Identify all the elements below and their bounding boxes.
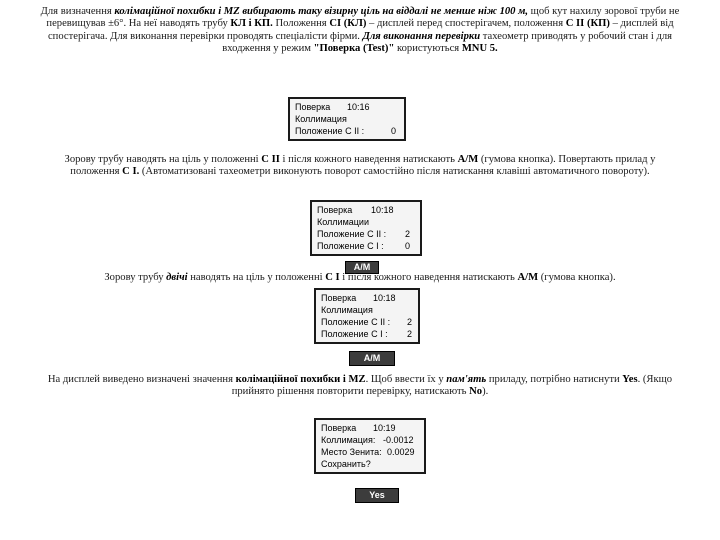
zenith-value: 0.0029 (387, 447, 415, 457)
am-button-1[interactable]: A/M (345, 261, 379, 274)
screen-title: Поверка (321, 423, 357, 433)
screen-title: Поверка (321, 293, 357, 303)
screen-line: Коллимации (317, 217, 369, 227)
intro-paragraph: Для визначення колімаційної похибки і MZ вибирають таку візирну ціль на віддалі не менше ніж 100 м, щоб кут нахилу зорової труби не перевищував ±6°. На неї наводять трубу КЛ і КП. Положення CI (КЛ) – дисплей перед спостерігачем, положення C II (КП) – дисплей від спостерігача. Для виконання перевірки проводять спеціалісти фірми. Для виконання перевірки тахеометр приводять у робочий стан і для входження у режим "Поверка (Test)" користуються MNU 5. (40, 6, 680, 55)
screen-time: 10:16 (347, 102, 370, 112)
screen-line: Положение C II : (295, 126, 365, 136)
display-screen-4 (314, 418, 426, 474)
screen-time: 10:18 (373, 293, 396, 303)
screen-line: Положение C II : (317, 229, 387, 239)
step-one-paragraph: Зорову трубу наводять на ціль у положенні C II і після кожного наведення натискають A/M (гумова кнопка). Повертають прилад у положення C I. (Автоматизовані тахеометри виконують поворот самостійно після натискання клавіші автоматичного повороту). (64, 154, 656, 178)
screen-value: 2 (405, 229, 411, 239)
screen-line: Коллимация (295, 114, 347, 124)
screen-title: Поверка (295, 102, 331, 112)
am-button-2[interactable]: A/M (349, 351, 395, 366)
screen-line: Положение C I : (321, 329, 388, 339)
screen-time: 10:19 (373, 423, 396, 433)
screen-line: Положение C I : (317, 241, 384, 251)
display-screen-3 (314, 288, 420, 344)
screen-title: Поверка (317, 205, 353, 215)
screen-line: Сохранить? (321, 459, 371, 469)
screen-line: Коллимация (321, 305, 373, 315)
screen-line: Положение C II : (321, 317, 391, 327)
collimation-value: -0.0012 (383, 435, 414, 445)
step-two-paragraph: Зорову трубу двічі наводять на ціль у положенні C I і після кожного наведення натискають A/M (гумова кнопка). (104, 272, 616, 283)
display-screen-2 (310, 200, 422, 256)
display-screen-1 (288, 97, 406, 141)
screen-value: 0 (391, 126, 397, 136)
yes-button[interactable]: Yes (355, 488, 399, 503)
screen-time: 10:18 (371, 205, 394, 215)
screen-line: Место Зенита: (321, 447, 382, 457)
result-paragraph: На дисплей виведено визначені значення колімаційної похибки і MZ. Щоб ввести їх у пам'ять приладу, потрібно натиснути Yes. (Якщо прийнято рішення повторити перевірку, натискають No). (47, 374, 673, 398)
screen-value: 2 (407, 329, 413, 339)
screen-value: 0 (405, 241, 411, 251)
screen-line: Коллимация: (321, 435, 376, 445)
screen-value: 2 (407, 317, 413, 327)
